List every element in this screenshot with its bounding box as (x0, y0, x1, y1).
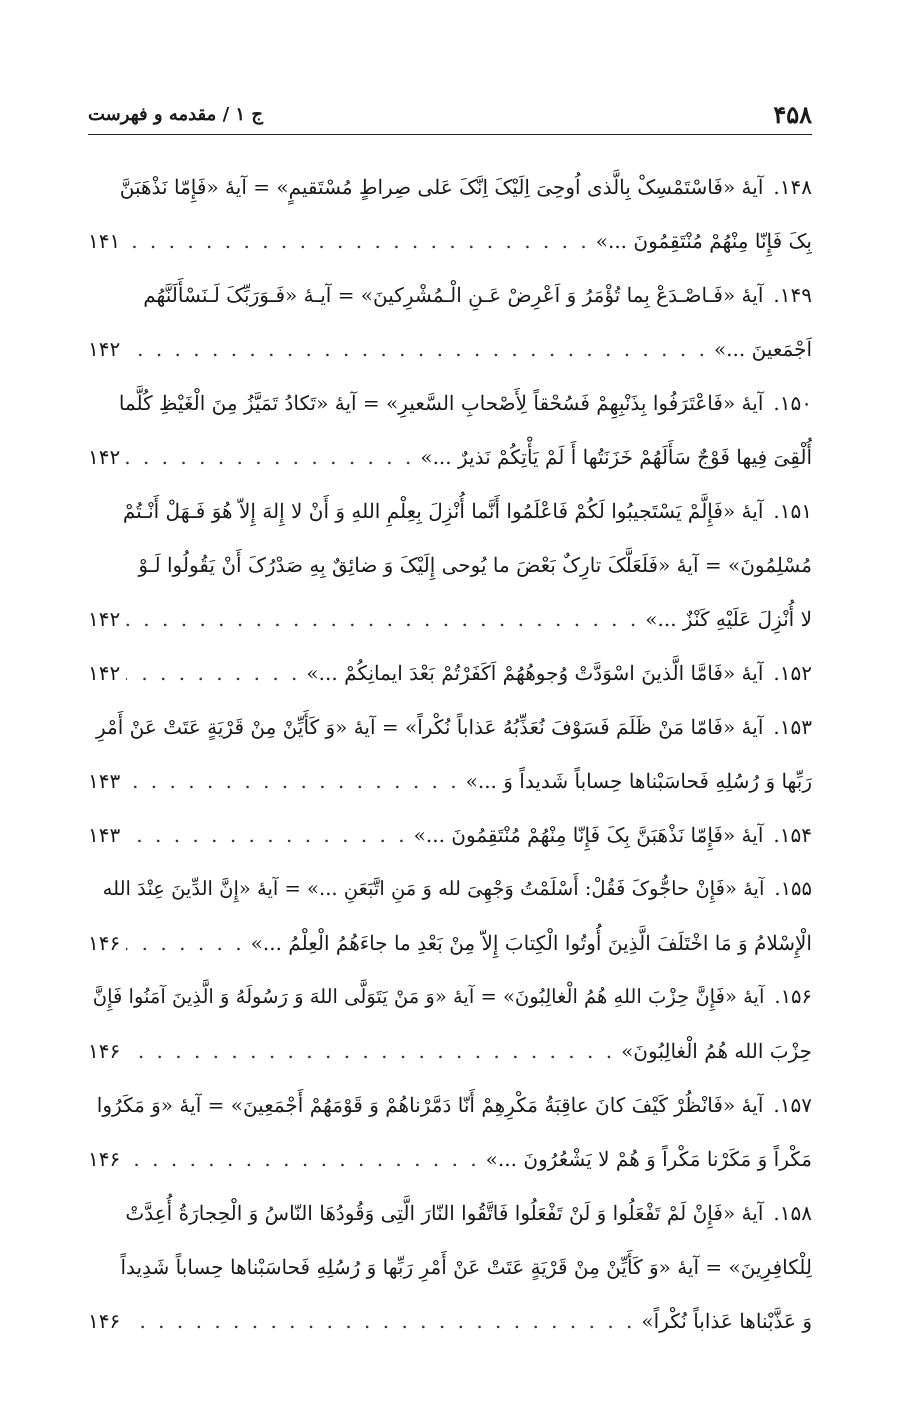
dot-leader (126, 214, 589, 268)
entry-page-number: ۱۴۶ (88, 1039, 121, 1063)
entry-number: ۱۵۶. (774, 985, 812, 1008)
index-entry (88, 160, 812, 268)
entry-text: آیهٔ «فَامّا مَنْ ظَلَمَ فَسَوْفَ نُعَذِّبُهُ عَذاباً نُکْراً» = آیهٔ «وَ کَأَیِّنْ مِنْ قَرْیَةٍ عَتَتْ عَنْ أَمْرِ (96, 715, 764, 739)
index-entry (88, 484, 812, 646)
entry-page-number: ۱۴۳ (88, 823, 121, 847)
entry-line (88, 214, 812, 268)
index-entry (88, 1078, 812, 1186)
entry-number: ۱۵۱. (773, 499, 812, 523)
entry-number: ۱۵۰. (773, 391, 812, 415)
dot-leader (126, 754, 459, 808)
entry-text: مُسْلِمُونَ» = آیهٔ «فَلَعَلَّکَ تارِکٌ بَعْضَ ما یُوحی إِلَیْکَ وَ ضائِقٌ بِهِ صَدْرُکَ أَنْ یَقُولُوا لَـوْ (138, 553, 812, 577)
index-entry (88, 646, 812, 700)
entry-line (88, 1294, 812, 1348)
entry-line (88, 322, 812, 376)
page-number: ۴۵۸ (773, 99, 812, 129)
dot-leader (126, 322, 708, 376)
entry-text: أُلْقِیَ فِیها فَوْجٌ سَأَلَهُمْ خَزَنَتُها أَ لَمْ یَأْتِکُمْ نَذیرٌ ...» (420, 445, 812, 469)
entry-page-number: ۱۴۱ (88, 229, 121, 253)
entry-text: آیهٔ «فَـاصْـدَعْ بِما تُؤْمَرُ وَ اَعْرِضْ عَـنِ الْـمُشْرِکینَ» = آیـهٔ «فَـوَرَبِّکَ لَـنَسْأَلَنَّهُم (143, 283, 764, 307)
entry-text: بِکَ فَإِنّا مِنْهُمْ مُنْتَقِمُونَ ...» (595, 229, 812, 253)
index-entry (88, 268, 812, 376)
entry-line (88, 1240, 812, 1294)
entry-page-number: ۱۴۲ (88, 445, 121, 469)
entry-line (88, 1186, 812, 1240)
entry-text: آیهٔ «فَإِلَّمْ یَسْتَجیبُوا لَکُمْ فَاعْلَمُوا أَنَّما أُنْزِلَ بِعِلْمِ اللهِ وَ أَنْ لا إِلهَ إِلاّ هُوَ فَـهَلْ أَنْـتُمْ (122, 499, 764, 523)
entry-number: ۱۴۸. (773, 175, 812, 199)
entry-number: ۱۵۴. (773, 823, 812, 847)
entry-text: آیهٔ «فَإِنْ لَمْ تَفْعَلُوا وَ لَنْ تَفْعَلُوا فَاتَّقُوا النّارَ الَّتِی وَقُودُهَا النّاسُ وَ الْحِجارَةُ أُعِدَّتْ (125, 1201, 764, 1225)
entry-line (88, 1078, 812, 1132)
entry-text: آیهٔ «فَإِنَّ حِزْبَ اللهِ هُمُ الْغالِبُونَ» = آیهٔ «وَ مَنْ یَتَوَلَّی اللهَ وَ رَسُولَهُ وَ الَّذِینَ آمَنُوا فَإِنَّ (92, 985, 765, 1008)
dot-leader (126, 808, 407, 862)
dot-leader (126, 916, 244, 970)
entry-text: اَجْمَعینَ ...» (713, 337, 812, 361)
entry-text: رَبِّها وَ رُسُلِهِ فَحاسَبْناها حِساباً شَدیداً وَ ...» (465, 769, 812, 793)
entry-line (88, 268, 812, 322)
entry-line (88, 592, 812, 646)
entry-line (88, 484, 812, 538)
entry-line (88, 808, 812, 862)
entry-page-number: ۱۴۶ (88, 1309, 121, 1333)
entry-text: وَ عَذَّبْناها عَذاباً نُکْراً» (641, 1309, 812, 1333)
entry-line (88, 160, 812, 214)
entry-number: ۱۵۳. (773, 715, 812, 739)
dot-leader (126, 592, 639, 646)
index-entry (88, 862, 812, 970)
index-entry (88, 700, 812, 808)
entry-text: آیهٔ «فَانْظُرْ کَیْفَ کانَ عاقِبَةُ مَکْرِهِمْ أَنّا دَمَّرْناهُمْ وَ قَوْمَهُمْ أَجْمَعِینَ» = آیهٔ «وَ مَکَرُوا (96, 1093, 764, 1117)
entry-text: الْإِسْلامُ وَ مَا اخْتَلَفَ الَّذِینَ أُوتُوا الْکِتابَ إِلاّ مِنْ بَعْدِ ما جاءَهُمُ الْعِلْمُ ...» (250, 931, 812, 955)
entry-number: ۱۵۷. (773, 1093, 812, 1117)
entry-page-number: ۱۴۲ (88, 337, 121, 361)
page-header (88, 94, 812, 135)
entry-page-number: ۱۴۶ (88, 931, 121, 955)
entry-line (88, 538, 812, 592)
entry-text: آیهٔ «فَامَّا الَّذینَ اسْوَدَّتْ وُجوهُهُمْ اَکَفَرْتُمْ بَعْدَ ایمانِکُمْ ...» (306, 661, 764, 685)
entry-page-number: ۱۴۲ (88, 607, 121, 631)
index-entry (88, 376, 812, 484)
index-entry (88, 970, 812, 1078)
entry-page-number: ۱۴۲ (88, 661, 121, 685)
entry-line (88, 1132, 812, 1186)
dot-leader (126, 1024, 615, 1078)
dot-leader (126, 1294, 635, 1348)
entry-line (88, 376, 812, 430)
entry-number: ۱۴۹. (773, 283, 812, 307)
entry-number: ۱۵۲. (773, 661, 812, 685)
entry-number: ۱۵۸. (773, 1201, 812, 1225)
entry-line (88, 754, 812, 808)
index-entry (88, 1186, 812, 1348)
dot-leader (126, 646, 300, 700)
entry-text: حِزْبَ الله هُمُ الْغالِبُونَ» (621, 1039, 812, 1063)
entry-line (88, 430, 812, 484)
entry-text: لِلْکافِرِینَ» = آیهٔ «وَ کَأَیِّنْ مِنْ قَرْیَةٍ عَتَتْ عَنْ أَمْرِ رَبِّها وَ رُسُلِهِ فَحاسَبْناها حِساباً شَدِیداً (120, 1255, 812, 1279)
entry-page-number: ۱۴۳ (88, 769, 121, 793)
entry-text: لا أُنْزِلَ عَلَیْهِ کَنْزٌ ...» (645, 607, 812, 631)
dot-leader (126, 1132, 479, 1186)
index-entries (88, 160, 812, 1348)
entry-line (88, 862, 812, 916)
dot-leader (126, 430, 414, 484)
entry-page-number: ۱۴۶ (88, 1147, 121, 1171)
entry-line (88, 916, 812, 970)
index-entry (88, 808, 812, 862)
running-head: ج ۱ / مقدمه و فهرست (88, 103, 263, 125)
entry-line (88, 700, 812, 754)
entry-number: ۱۵۵. (774, 877, 812, 900)
entry-text: آیهٔ «فَإِمّا نَذْهَبَنَّ بِکَ فَإِنّا مِنْهُمْ مُنْتَقِمُونَ ...» (413, 823, 764, 847)
entry-line (88, 970, 812, 1024)
entry-text: مَکْراً وَ مَکَرْنا مَکْراً وَ هُمْ لا یَشْعُرُونَ ...» (485, 1147, 812, 1171)
entry-line (88, 1024, 812, 1078)
entry-text: آیهٔ «فَاسْتَمْسِکْ بِالَّذی اُوحِیَ اِلَیْکَ اِنَّکَ عَلی صِراطٍ مُسْتَقیمٍ» = آیهٔ «فَإِمّا نَذْهَبَنَّ (119, 175, 764, 199)
entry-text: آیهٔ «فَإِنْ حاجُّوکَ فَقُلْ: أَسْلَمْتُ وَجْهِیَ لله وَ مَنِ اتَّبَعَنِ ...» = آیهٔ «إِنَّ الدِّینَ عِنْدَ الله (102, 877, 765, 900)
entry-text: آیهٔ «فَاعْتَرَفُوا بِذَنْبِهِمْ فَسُحْقاً لِأَصْحابِ السَّعیرِ» = آیهٔ «تَکادُ تَمَیَّزُ مِنَ الْغَیْظِ کُلَّما (118, 391, 764, 415)
entry-line (88, 646, 812, 700)
